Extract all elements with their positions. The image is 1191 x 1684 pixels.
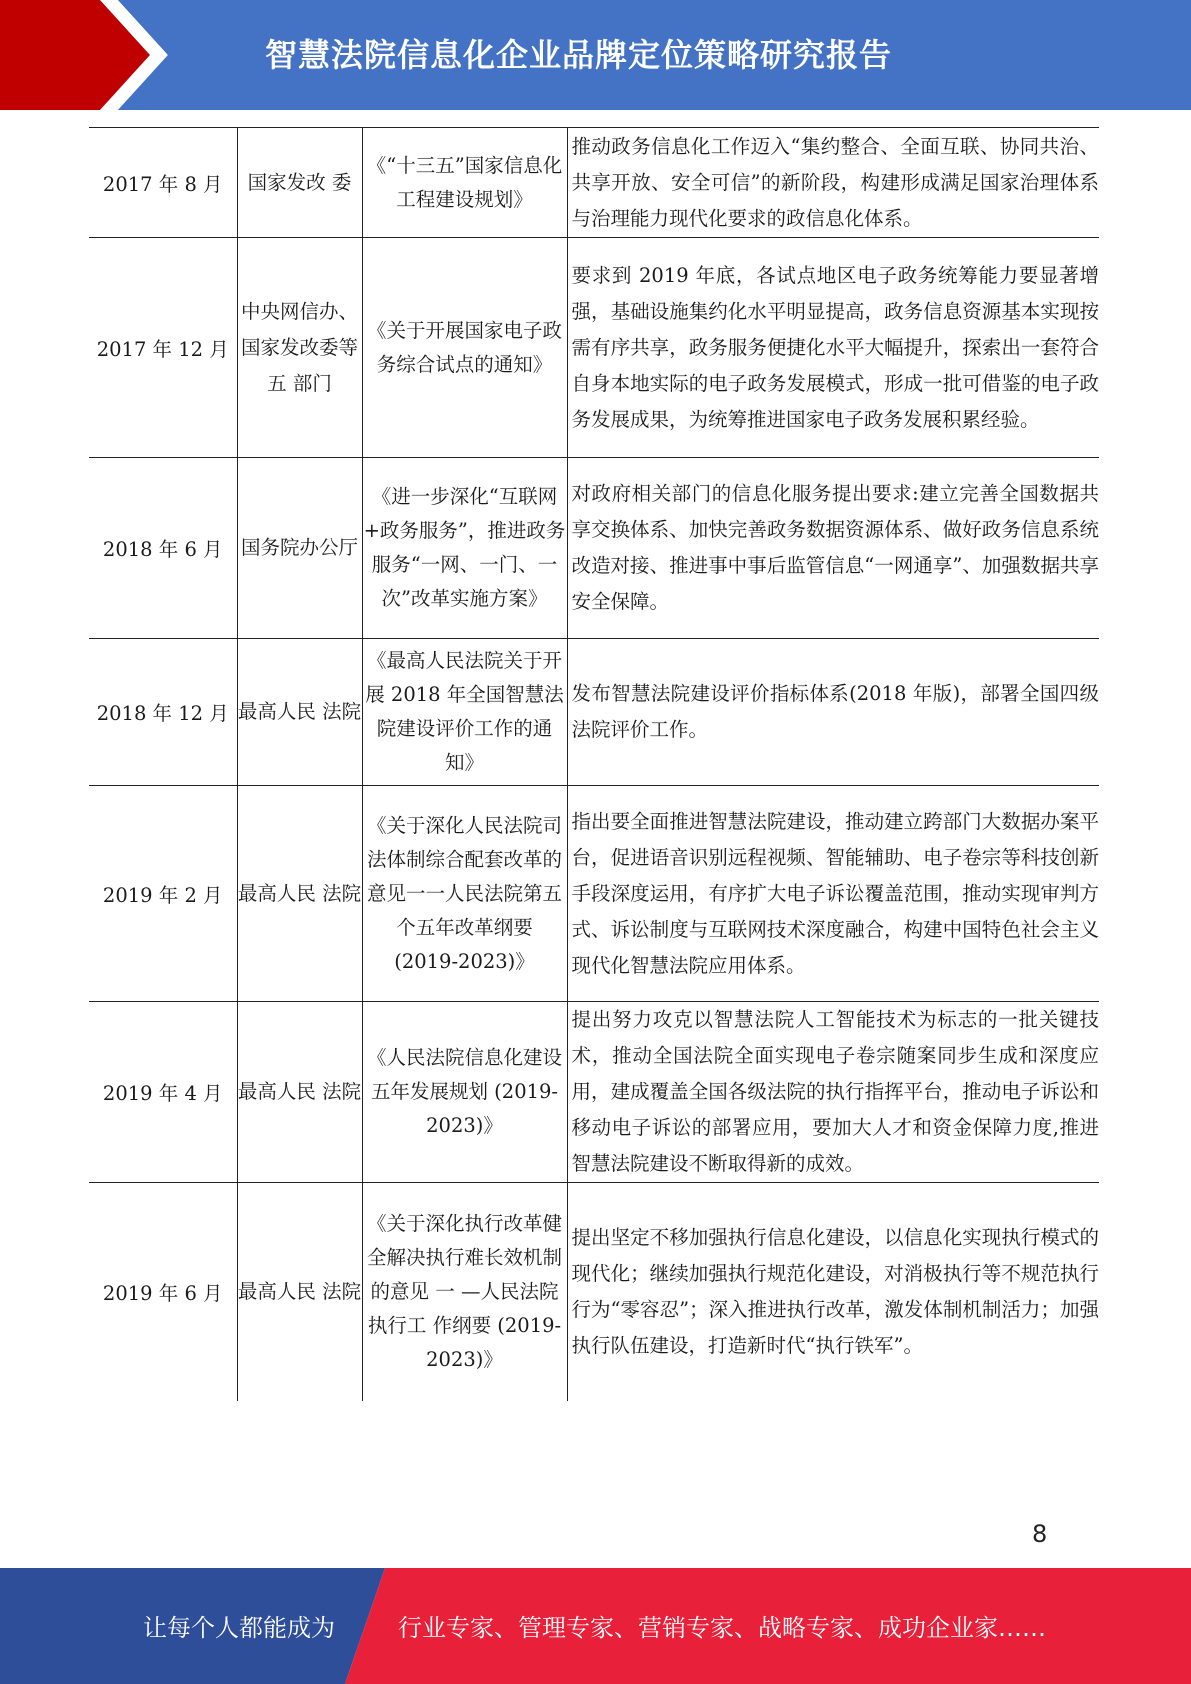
table-row [89, 458, 1099, 639]
table-row [89, 1002, 1099, 1183]
row-date: 2018 年 6 月 [89, 458, 237, 639]
row-description: 提出努力攻克以智慧法院人工智能技术为标志的一批关键技术，推动全国法院全面实现电子卷宗随案同步生成和深度应用，建成覆盖全国各级法院的执行指挥平台，推动电子诉讼和移动电子诉讼的部署应用，要加大人才和资金保障力度,推进智慧法院建设不断取得新的成效。 [567, 1002, 1099, 1183]
row-policy-title: 《关于深化人民法院司法体制综合配套改革的意见一一人民法院第五个五年改革纲要 (2019-2023)》 [362, 786, 567, 1002]
row-date: 2017 年 8 月 [89, 128, 237, 238]
row-date: 2017 年 12 月 [89, 238, 237, 458]
row-department: 最高人民 法院 [237, 786, 362, 1002]
row-policy-title: 《关于开展国家电子政务综合试点的通知》 [362, 238, 567, 458]
row-description: 指出要全面推进智慧法院建设，推动建立跨部门大数据办案平台，促进语音识别远程视频、智能辅助、电子卷宗等科技创新手段深度运用，有序扩大电子诉讼覆盖范围，推动实现审判方式、诉讼制度与互联网技术深度融合，构建中国特色社会主义现代化智慧法院应用体系。 [567, 786, 1099, 1002]
row-date: 2019 年 6 月 [89, 1183, 237, 1401]
footer-banner [0, 1568, 1191, 1684]
row-policy-title: 《关于深化执行改革健全解决执行难长效机制的意见 一 —人民法院执行工 作纲要 (2019-2023)》 [362, 1183, 567, 1401]
row-date: 2019 年 2 月 [89, 786, 237, 1002]
row-date: 2018 年 12 月 [89, 639, 237, 786]
row-policy-title: 《人民法院信息化建设五年发展规划 (2019-2023)》 [362, 1002, 567, 1183]
row-description: 要求到 2019 年底，各试点地区电子政务统筹能力要显著增强，基础设施集约化水平明显提高，政务信息资源基本实现按需有序共享，政务服务便捷化水平大幅提升，探索出一套符合自身本地实际的电子政务发展模式，形成一批可借鉴的电子政务发展成果，为统筹推进国家电子政务发展积累经验。 [567, 238, 1099, 458]
row-department: 最高人民 法院 [237, 1183, 362, 1401]
table-row [89, 238, 1099, 458]
header-banner [0, 0, 1191, 110]
row-description: 发布智慧法院建设评价指标体系(2018 年版)，部署全国四级法院评价工作。 [567, 639, 1099, 786]
table-row [89, 639, 1099, 786]
row-policy-title: 《最高人民法院关于开展 2018 年全国智慧法院建设评价工作的通知》 [362, 639, 567, 786]
page-number: 8 [1032, 1520, 1048, 1548]
footer-slogan-right: 行业专家、管理专家、营销专家、战略专家、成功企业家…… [398, 1614, 1046, 1642]
row-policy-title: 《“十三五”国家信息化工程建设规划》 [362, 128, 567, 238]
row-description: 对政府相关部门的信息化服务提出要求:建立完善全国数据共享交换体系、加快完善政务数据资源体系、做好政务信息系统改造对接、推进事中事后监管信息“一网通享”、加强数据共享安全保障。 [567, 458, 1099, 639]
table-row [89, 1183, 1099, 1401]
report-title: 智慧法院信息化企业品牌定位策略研究报告 [265, 36, 893, 74]
row-policy-title: 《进一步深化“互联网+政务服务”，推进政务服务“一网、一门、一次”改革实施方案》 [362, 458, 567, 639]
row-department: 国务院办公厅 [237, 458, 362, 639]
policy-table [89, 127, 1099, 1401]
row-department: 中央网信办、国家发改委等五 部门 [237, 238, 362, 458]
row-date: 2019 年 4 月 [89, 1002, 237, 1183]
table-row [89, 786, 1099, 1002]
row-description: 提出坚定不移加强执行信息化建设，以信息化实现执行模式的现代化；继续加强执行规范化建设，对消极执行等不规范执行行为“零容忍”；深入推进执行改革，激发体制机制活力；加强执行队伍建设，打造新时代“执行铁军”。 [567, 1183, 1099, 1401]
row-department: 最高人民 法院 [237, 639, 362, 786]
footer-slogan-left: 让每个人都能成为 [143, 1614, 335, 1642]
row-department: 最高人民 法院 [237, 1002, 362, 1183]
row-description: 推动政务信息化工作迈入“集约整合、全面互联、协同共治、共享开放、安全可信”的新阶段，构建形成满足国家治理体系与治理能力现代化要求的政信息化体系。 [567, 128, 1099, 238]
table-row [89, 128, 1099, 238]
row-department: 国家发改 委 [237, 128, 362, 238]
